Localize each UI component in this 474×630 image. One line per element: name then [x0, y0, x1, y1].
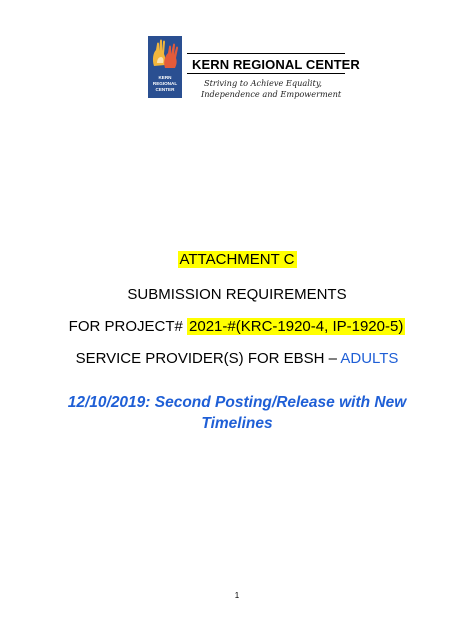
- submission-heading: SUBMISSION REQUIREMENTS: [127, 286, 347, 303]
- project-number: 2021-#(KRC-1920-4, IP-1920-5): [189, 318, 404, 335]
- logo-text-line1: KERN: [158, 75, 172, 80]
- provider-adults: ADULTS: [340, 350, 399, 367]
- page-number: 1: [234, 591, 240, 600]
- tagline-line1: Striving to Achieve Equality,: [204, 78, 322, 88]
- header-rule-bottom: [187, 73, 345, 74]
- project-heading: [0, 318, 474, 335]
- attachment-heading: [0, 251, 474, 268]
- provider-heading: [0, 350, 474, 367]
- header-rule-top: [187, 53, 345, 54]
- tagline-line2: Independence and Empowerment: [201, 89, 342, 99]
- posting-line2: Timelines: [201, 415, 273, 432]
- logo: [148, 36, 182, 98]
- logo-text-line3: CENTER: [155, 87, 175, 92]
- org-name: KERN REGIONAL CENTER: [192, 57, 360, 72]
- attachment-highlight: ATTACHMENT C: [179, 251, 295, 268]
- provider-prefix: SERVICE PROVIDER(S) FOR EBSH –: [75, 350, 341, 367]
- hand-print-logo-icon: [148, 36, 182, 98]
- posting-line1: 12/10/2019: Second Posting/Release with New: [67, 394, 407, 411]
- project-prefix: FOR PROJECT#: [68, 318, 188, 335]
- logo-text-line2: REGIONAL: [152, 81, 178, 86]
